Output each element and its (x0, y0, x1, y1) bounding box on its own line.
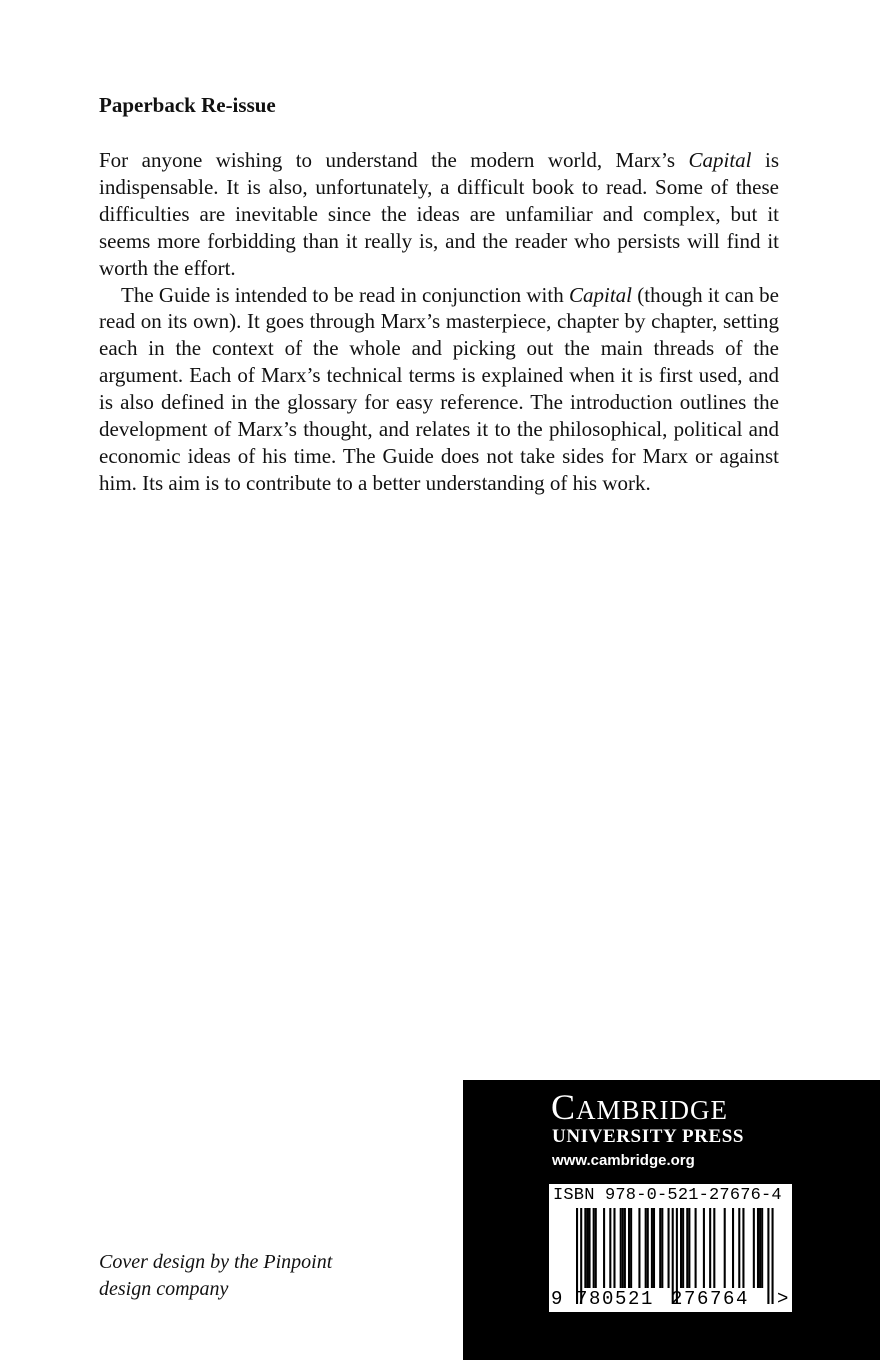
barcode-bar (703, 1208, 705, 1288)
barcode-bar (624, 1208, 626, 1288)
barcode-first-digit: 9 (551, 1288, 563, 1310)
barcode-bar (588, 1208, 590, 1288)
blurb-p2-end: (though it can be read on its own). It goes through Marx’s masterpiece, chapter by chapter, setting each in the context of the whole and picking out the main threads of the argument. Each of Marx’s technical terms is explained when it is first used, and is also defined in the glossary for easy reference. The introduction outlines the development of Marx’s thought, and relates it to the philosophical, political and economic ideas of his time. The Guide does not take sides for Marx or against him. Its aim is to contribute to a better understanding of his work. (99, 282, 779, 495)
publisher-url: www.cambridge.org (552, 1152, 695, 1169)
publisher-name-initial: C (551, 1087, 577, 1127)
blurb-paragraph-1 (99, 147, 779, 282)
barcode-bar (628, 1208, 630, 1288)
barcode-bar (630, 1208, 632, 1288)
cover-credit-line-2: design company (99, 1278, 229, 1300)
barcode-bar (651, 1208, 653, 1288)
barcode-bar (613, 1208, 615, 1288)
barcode-bar (609, 1208, 611, 1288)
heading: Paperback Re-issue (99, 93, 276, 117)
cover-credit-line-1: Cover design by the Pinpoint (99, 1251, 333, 1273)
blurb-p2-start: The Guide is intended to be read in conjunction with (121, 282, 569, 307)
barcode-digits (549, 1288, 792, 1310)
isbn-barcode (549, 1184, 792, 1312)
barcode-bar (584, 1208, 586, 1288)
barcode-left-digits: 780521 (576, 1288, 655, 1310)
book-title-capital: Capital (688, 148, 752, 172)
barcode-bar (686, 1208, 688, 1288)
barcode-bar (709, 1208, 711, 1288)
barcode-bar (622, 1208, 624, 1288)
barcode-bar (661, 1208, 663, 1288)
barcode-bar (593, 1208, 595, 1288)
blurb-p1-start: For anyone wishing to understand the modern world, Marx’s (99, 148, 689, 172)
barcode-bar (724, 1208, 726, 1288)
publisher-name (551, 1087, 729, 1127)
cover-credit (99, 1249, 332, 1303)
publisher-panel (463, 1080, 880, 1360)
barcode-bar (586, 1208, 588, 1288)
barcode-bar (659, 1208, 661, 1288)
barcode-bar (742, 1208, 744, 1288)
barcode-bar (647, 1208, 649, 1288)
publisher-subtitle: UNIVERSITY PRESS (552, 1126, 745, 1147)
barcode-bar (759, 1208, 761, 1288)
isbn-label: ISBN 978-0-521-27676-4 (553, 1186, 782, 1205)
barcode-bar (645, 1208, 647, 1288)
publisher-name-rest: AMBRIDGE (576, 1095, 729, 1125)
barcode-bar (713, 1208, 715, 1288)
barcode-bar (682, 1208, 684, 1288)
barcode-bar (638, 1208, 640, 1288)
barcode-bar (753, 1208, 755, 1288)
barcode-bar (595, 1208, 597, 1288)
barcode-bar (688, 1208, 690, 1288)
barcode-bar (738, 1208, 740, 1288)
blurb-p1-end: is indispensable. It is also, unfortunately, a difficult book to read. Some of these difficulties are inevitable since the ideas are unfamiliar and complex, but it seems more forbidding than it really is, and the reader who persists will find it worth the effort. (99, 148, 779, 280)
blurb-paragraph-2 (99, 282, 779, 497)
barcode-bar (603, 1208, 605, 1288)
blurb (99, 147, 779, 497)
barcode-bar (695, 1208, 697, 1288)
barcode-bar (620, 1208, 622, 1288)
barcode-bar (653, 1208, 655, 1288)
book-title-capital: Capital (568, 282, 632, 307)
barcode-bar (761, 1208, 763, 1288)
barcode-arrow: > (777, 1288, 789, 1310)
barcode-bar (732, 1208, 734, 1288)
barcode-bar (680, 1208, 682, 1288)
barcode-right-digits: 276764 (671, 1288, 750, 1310)
barcode-bar (668, 1208, 670, 1288)
barcode-bar (757, 1208, 759, 1288)
